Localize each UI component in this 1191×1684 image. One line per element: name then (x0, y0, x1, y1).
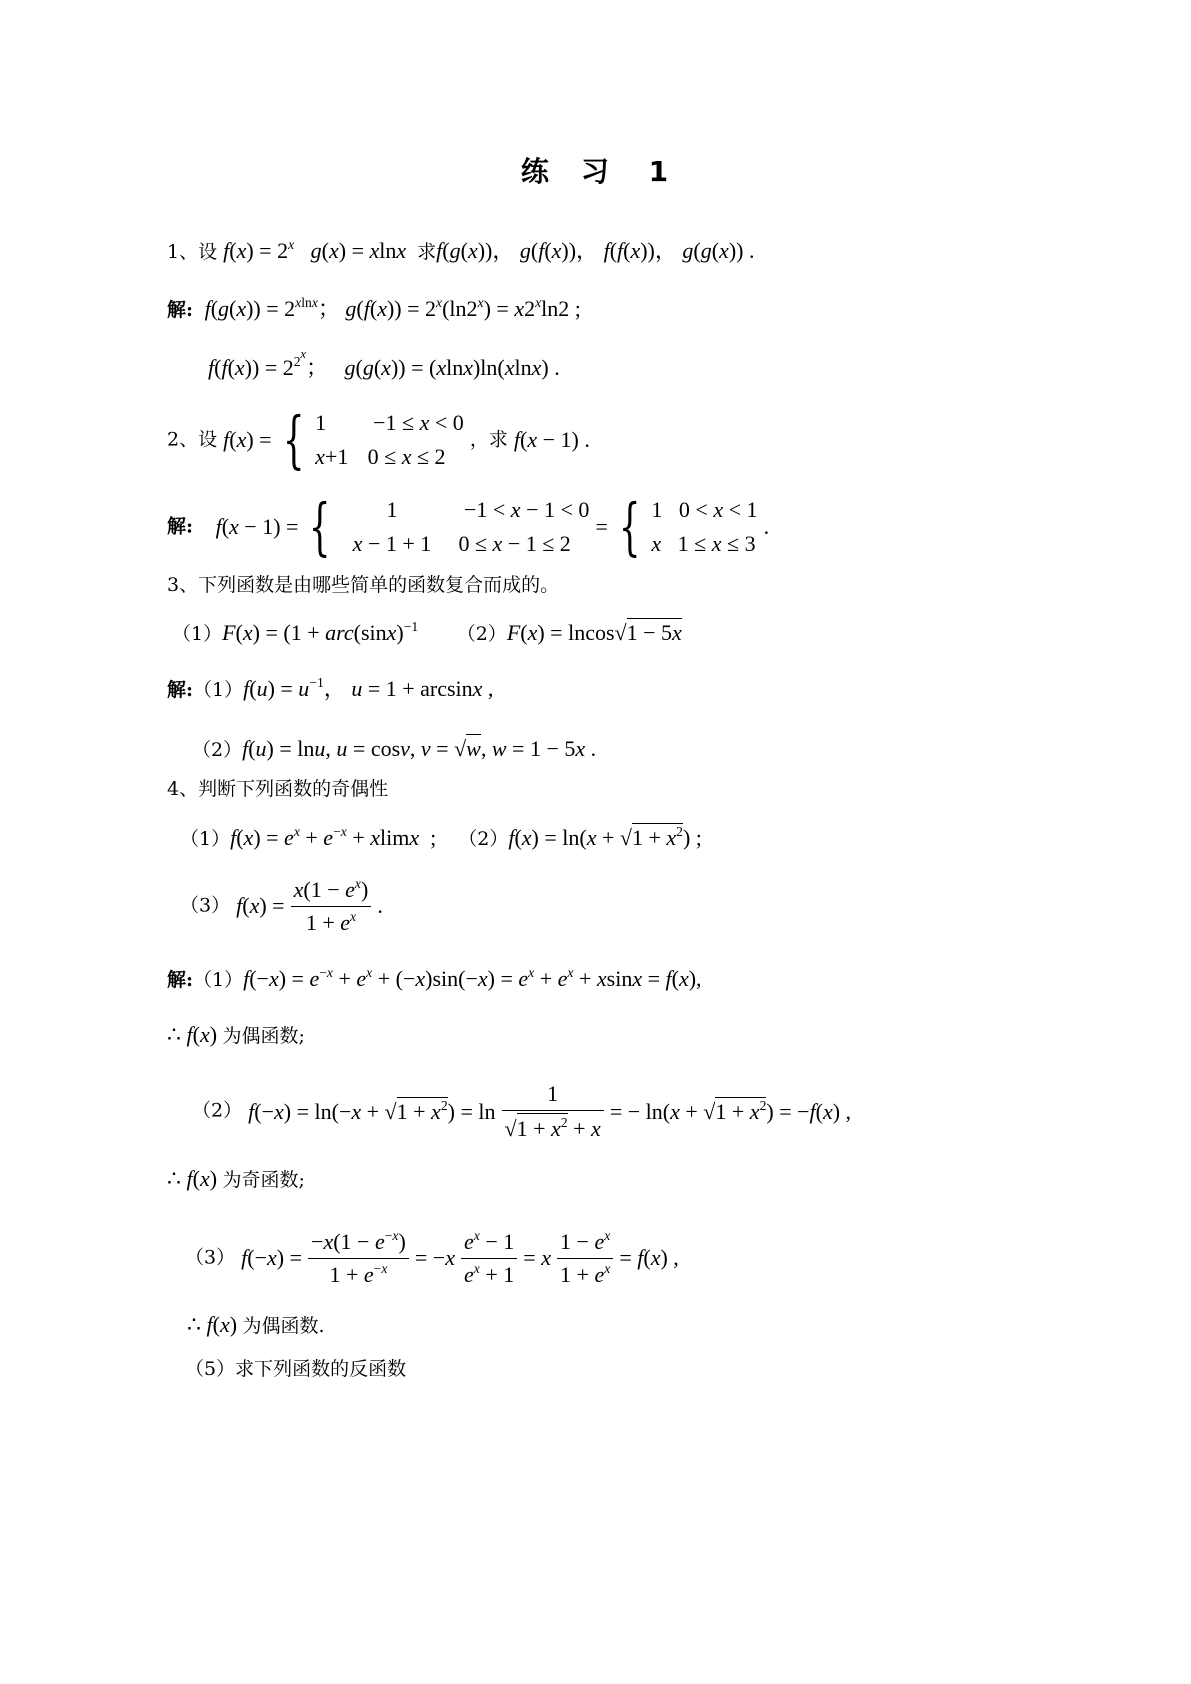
problem-5: （5）求下列函数的反函数 (185, 1358, 407, 1380)
page-title: 练 习 1 (520, 155, 671, 188)
solution-4-part-2: （2） $f(-x) = \ln(-x + √1 + x^2) = \ln$ $\frac{1}{√1 + x^2 + x}$ = − $\ln(x + √1 + x^2) = -f(x)$ , (192, 1081, 852, 1141)
problem-2: 2、设 f(x) = { 1 −1 ≤ x < 0 x+1 0 ≤ x ≤ 2 ，求 f(x − 1) . (167, 403, 590, 477)
problem-4: 4、判断下列函数的奇偶性 (167, 778, 389, 800)
solution-4-part-3: （3） f(−x) = $\frac{-x(1 - e^{-x})}{1 + e^{-x}}$ = −x $\frac{e^x - 1}{e^x + 1}$ = x $\frac{1 - e^x}{1 + e^x}$ = f(x) , (185, 1228, 679, 1287)
solution-2: 解: f(x − 1) = { 1 −1 < x − 1 < 0 x − 1 + 1 0 ≤ x − 1 ≤ 2 = { 1 0 < x < 1 x 1 ≤ x ≤ 3 . (167, 490, 770, 564)
problem-3-parts: $(1)F(x) = (1 + arc(\sin x)^{-1}$ （2）F(x) = lncos√1 − 5x (172, 619, 682, 645)
problem-4-parts-1-2: $(1)f(x) = e^x + e^{-x} + xlimx$ ; $(2)f(x) = \ln(x + √1 + x^2)$ ; (180, 824, 702, 850)
solution-4-part-1: 解:（1）f(−x) = $e^{-x} + e^x + (-x)\sin(-x) = e^x + e^x + xsinx = f(x)$, (167, 965, 702, 991)
conclusion-4-3: ∴ f(x) 为偶函数. (187, 1312, 325, 1337)
solution-1b: $f(f(x)) = 2^{2^x}$； g(g(x)) = (xlnx)ln(xlnx) . (208, 347, 560, 380)
conclusion-4-2: ∴ f(x) 为奇函数; (167, 1166, 305, 1191)
problem-3: 3、下列函数是由哪些简单的函数复合而成的。 (167, 574, 560, 596)
problem-1-label: 1、设 (167, 241, 218, 263)
solution-3b: （2）f(u) = lnu, u = cosv, v = √w, w = 1 − 5x . (192, 736, 597, 761)
problem-1: 1、设 $f(x) = 2^x$ g(x) = xlnx 求f(g(x))， g(f(x))， f(f(x))， g(g(x)) . (167, 237, 755, 263)
conclusion-4-1: ∴ f(x) 为偶函数; (167, 1022, 305, 1047)
solution-1a: 解: $f(g(x)) = 2^{xlnx}$； $g(f(x)) = 2^x(\ln 2^x) = x2^x\ln 2$ ; (167, 295, 581, 321)
problem-4-part-3: （3） f(x) = $\frac{x(1 - e^x)}{1 + e^x}$ . (180, 876, 383, 935)
solution-3a: 解:（1）f(u) = $u^{-1}$， u = 1 + arcsinx , (167, 675, 494, 701)
